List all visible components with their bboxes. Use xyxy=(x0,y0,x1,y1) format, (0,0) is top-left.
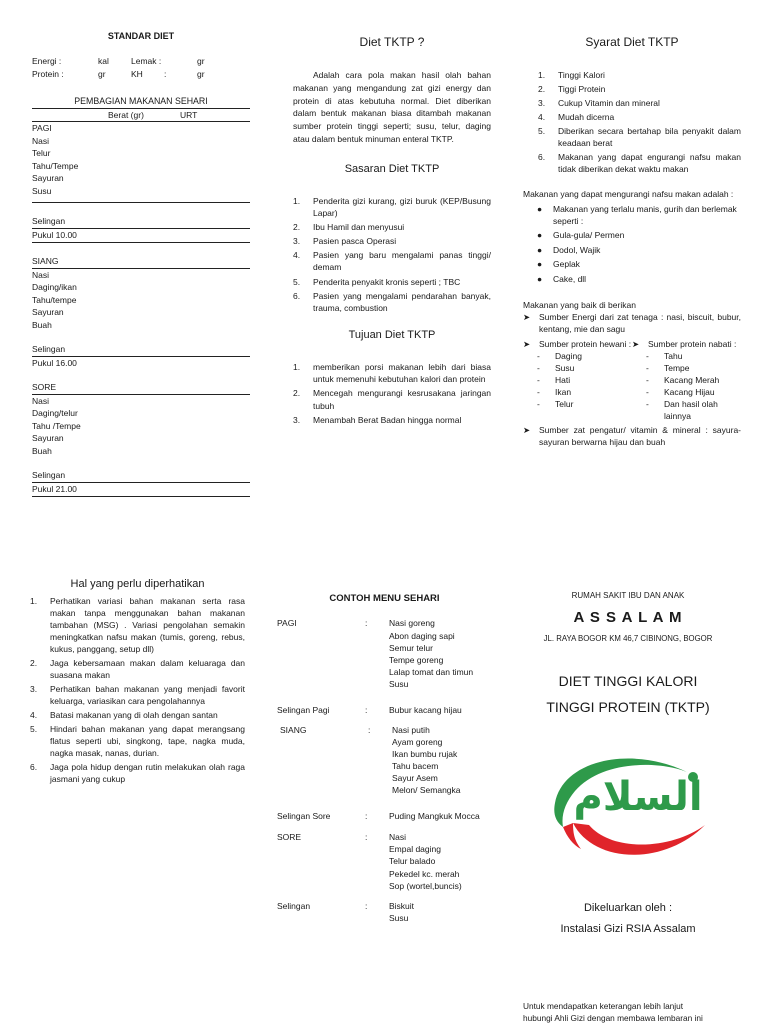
menu-label: Selingan xyxy=(277,900,311,911)
list-item: - Dan hasil olah lainnya xyxy=(646,398,718,421)
list-item: ● Makanan yang terlalu manis, gurih dan berlemak seperti : xyxy=(537,203,737,226)
arrow-icon: ➤ xyxy=(523,338,531,349)
syarat-list xyxy=(523,69,741,176)
nabati-title: Sumber protein nabati : xyxy=(648,338,737,349)
selingan-1-block xyxy=(32,215,250,243)
standar-diet-title: STANDAR DIET xyxy=(107,31,175,41)
list-item: 5. Penderita penyakit kronis seperti ; TBC xyxy=(293,276,461,287)
menu-item: Nasi goreng xyxy=(389,618,435,629)
sasaran-title: Sasaran Diet TKTP xyxy=(344,162,440,175)
list-item: 3. Menambah Berat Badan hingga normal xyxy=(293,414,462,425)
list-item: Daging/telur xyxy=(32,408,78,419)
protein-row xyxy=(32,68,250,81)
divider xyxy=(32,242,250,243)
sore-label: SORE xyxy=(32,382,57,393)
menu-item: Telur balado xyxy=(389,856,436,867)
menu-selingan-sore: Selingan Sore : Puding Mangkuk Mocca xyxy=(277,810,492,822)
hospital-name: A S S A L A M xyxy=(573,609,683,627)
list-item: Nasi xyxy=(32,269,50,280)
protein-unit: gr xyxy=(98,68,106,79)
menu-label: Selingan Pagi xyxy=(277,704,330,715)
menu-item: Biskuit xyxy=(389,900,415,911)
sasaran-list xyxy=(293,195,491,314)
menu-item: Pekedel kc. merah xyxy=(389,868,460,879)
divider xyxy=(32,496,250,497)
diet-tktp-title: Diet TKTP ? xyxy=(359,35,425,49)
selingan-label: Selingan xyxy=(32,216,66,227)
cover-footer xyxy=(523,1000,753,1025)
list-item: 1. Tinggi Kalori xyxy=(538,70,605,81)
baik-intro: Makanan yang baik di berikan xyxy=(523,299,636,310)
hospital-address: JL. RAYA BOGOR KM 46,7 CIBINONG, BOGOR xyxy=(543,633,713,643)
diet-tktp-intro: Adalah cara pola makan hasil olah bahan makanan yang mengandung zat gizi energy dan protein di atas kebutuha normal. Diet diberikan dalam bentuk makanan biasa ditambah makanan sumber protein tinggi seperti; susu, telur, daging atau dalam bentuk minuman enteral TKTP. xyxy=(293,70,491,144)
list-item: 3. Perhatikan bahan makanan yang menjadi favorit keluarga, variasikan cara pengolahannya xyxy=(30,684,245,707)
kh-label: KH xyxy=(131,68,143,79)
energi-unit: kal xyxy=(98,55,109,66)
selingan-time: Pukul 16.00 xyxy=(32,357,77,368)
menu-item: Nasi putih xyxy=(392,724,430,735)
menu-item: Tempe goreng xyxy=(389,654,444,665)
menu-item: Sop (wortel,buncis) xyxy=(389,880,462,891)
menu-item: Nasi xyxy=(389,832,407,843)
menu-pagi: PAGI : Nasi goreng Abon daging sapi Semur telur Tempe goreng Lalap tomat dan timun Susu xyxy=(277,617,492,689)
syarat-title: Syarat Diet TKTP xyxy=(585,35,679,49)
list-item: ● Dodol, Wajik xyxy=(537,244,601,255)
list-item: Daging/ikan xyxy=(32,282,77,293)
logo-arabic-text: السلام xyxy=(573,774,703,821)
energi-row xyxy=(32,55,250,68)
protein-sources xyxy=(523,338,741,422)
footer-line: Untuk mendapatkan keterangan lebih lanjut xyxy=(523,1001,684,1011)
diet-title-1: DIET TINGGI KALORI xyxy=(558,672,698,689)
siang-label: SIANG xyxy=(32,256,59,267)
list-item: Sayuran xyxy=(32,173,64,184)
hewani-title: Sumber protein hewani : xyxy=(539,338,632,349)
lemak-label: Lemak : xyxy=(131,55,162,66)
kurangi-intro: Makanan yang dapat mengurangi nafsu makan adalah : xyxy=(523,188,734,199)
pengatur-source: ➤ Sumber zat pengatur/ vitamin & mineral : sayura-sayuran berwarna hijau dan buah xyxy=(523,424,741,447)
menu-item: Tahu bacem xyxy=(392,761,439,772)
menu-item: Melon/ Semangka xyxy=(392,785,461,796)
list-item: 4. Batasi makanan yang di olah dengan santan xyxy=(30,710,218,721)
panel-cover xyxy=(508,590,748,938)
list-item: - Susu xyxy=(537,362,575,373)
arrow-icon: ➤ xyxy=(523,312,531,323)
pembagian-title: PEMBAGIAN MAKANAN SEHARI xyxy=(74,95,208,106)
energi-label: Energi : xyxy=(32,55,62,66)
list-item: - Ikan xyxy=(537,386,572,397)
list-item: 4. Mudah dicerna xyxy=(538,112,615,123)
list-item: Sayuran xyxy=(32,307,64,318)
menu-item: Ayam goreng xyxy=(392,736,443,747)
list-item: 2. Jaga kebersamaan makan dalam keluaraga dan suasana makan xyxy=(30,657,245,680)
list-item: 5. Diberikan secara bertahap bila penyakit dalam keadaan berat xyxy=(538,126,741,149)
diet-title-2: TINGGI PROTEIN (TKTP) xyxy=(546,698,710,715)
panel-syarat-diet xyxy=(523,34,741,450)
siang-block xyxy=(32,255,250,331)
list-item: 3. Pasien pasca Operasi xyxy=(293,236,397,247)
col-berat: Berat (gr) xyxy=(108,110,144,121)
list-item: 6. Makanan yang dapat engurangi nafsu makan tidak diberikan dekat waktu makan xyxy=(538,152,741,175)
col-urt: URT xyxy=(180,110,198,121)
menu-item: Semur telur xyxy=(389,642,433,653)
pagi-label: PAGI xyxy=(32,123,52,134)
panel-contoh-menu xyxy=(277,592,492,924)
hal-list xyxy=(30,595,245,786)
menu-sore: SORE : Nasi Empal daging Telur balado Pekedel kc. merah Sop (wortel,buncis) xyxy=(277,831,492,891)
menu-item: Sayur Asem xyxy=(392,773,438,784)
menu-item: Susu xyxy=(389,912,409,923)
hospital-type: RUMAH SAKIT IBU DAN ANAK xyxy=(571,591,685,600)
list-item: 1. memberikan porsi makanan lebih dari biasa untuk memenuhi kebutuhan kalori dan protein xyxy=(293,362,491,385)
menu-label: SORE xyxy=(277,832,302,843)
list-item: - Tempe xyxy=(646,362,690,373)
list-item: ● Gula-gula/ Permen xyxy=(537,230,625,241)
kurangi-list xyxy=(523,203,741,285)
menu-item: Bubur kacang hijau xyxy=(389,704,462,715)
list-item: 2. Tiggi Protein xyxy=(538,84,606,95)
sore-block xyxy=(32,381,250,457)
menu-item: Empal daging xyxy=(389,844,441,855)
selingan-2-block xyxy=(32,343,250,369)
divider xyxy=(32,202,250,203)
list-item: 5. Hindari bahan makanan yang dapat merangsang flatus seperti ubi, singkong, tape, nagka muda, nagka masak, nanas, durian. xyxy=(30,724,245,759)
panel-standar-diet xyxy=(32,30,250,497)
list-item: 1. Penderita gizi kurang, gizi buruk (KEP/Busung Lapar) xyxy=(293,196,491,219)
selingan-label: Selingan xyxy=(32,344,66,355)
menu-item: Puding Mangkuk Mocca xyxy=(389,811,480,822)
menu-selingan-pagi: Selingan Pagi : Bubur kacang hijau xyxy=(277,704,492,716)
pagi-block xyxy=(32,122,250,197)
hewani-column xyxy=(523,338,632,422)
kh-unit: gr xyxy=(197,68,205,79)
list-item: Nasi xyxy=(32,395,50,406)
list-item: Susu xyxy=(32,185,52,196)
list-item: 1. Perhatikan variasi bahan makanan serta rasa makan tanpa menggunakan bahan makanan tambahan (MSG) . Variasi pengolahan semakin meningkatkan nafsu makan (tumis, goreng, rebus, kukus, panggang, setup dll) xyxy=(30,595,245,654)
selingan-time: Pukul 21.00 xyxy=(32,483,77,494)
list-item: 6. Jaga pola hidup dengan rutin melakukan olah raga jasmani yang cukup xyxy=(30,762,245,785)
list-item: Nasi xyxy=(32,135,50,146)
energi-source: ➤ Sumber Energi dari zat tenaga : nasi, biscuit, bubur, kentang, mie dan sagu xyxy=(523,312,741,335)
menu-label: Selingan Sore xyxy=(277,811,331,822)
list-item: 2. Mencegah mengurangi kesrusakana jaringan tubuh xyxy=(293,388,491,411)
selingan-time: Pukul 10.00 xyxy=(32,229,77,240)
tujuan-list xyxy=(293,361,491,425)
list-item: Tahu /Tempe xyxy=(32,420,81,431)
menu-item: Abon daging sapi xyxy=(389,630,455,641)
list-item: 2. Ibu Hamil dan menyusui xyxy=(293,222,405,233)
menu-item: Lalap tomat dan timun xyxy=(389,666,474,677)
hal-title: Hal yang perlu diperhatikan xyxy=(70,578,205,590)
list-item: Tahu/tempe xyxy=(32,294,77,305)
table-header xyxy=(32,109,250,121)
list-item: ● Cake, dll xyxy=(537,273,587,284)
kh-colon: : xyxy=(164,68,167,79)
nabati-column xyxy=(632,338,741,422)
menu-item: Susu xyxy=(389,678,409,689)
list-item: Telur xyxy=(32,148,51,159)
arrow-icon: ➤ xyxy=(523,424,531,435)
list-item: - Daging xyxy=(537,350,582,361)
list-item: - Kacang Merah xyxy=(646,374,720,385)
arrow-icon: ➤ xyxy=(632,338,640,349)
menu-label: SIANG xyxy=(280,724,307,735)
list-item: ● Geplak xyxy=(537,259,580,270)
menu-item: Ikan bumbu rujak xyxy=(392,749,458,760)
list-item: - Hati xyxy=(537,374,571,385)
assalam-logo xyxy=(533,741,723,871)
issuer: Instalasi Gizi RSIA Assalam xyxy=(560,923,696,936)
footer-line: hubungi Ahli Gizi dengan membawa lembaran ini xyxy=(523,1013,703,1024)
list-item: - Telur xyxy=(537,398,574,409)
list-item: Buah xyxy=(32,445,52,456)
selingan-label: Selingan xyxy=(32,470,66,481)
menu-selingan: Selingan : Biskuit Susu xyxy=(277,900,492,924)
panel-hal-perhatikan xyxy=(30,577,245,788)
lemak-unit: gr xyxy=(197,55,205,66)
panel-diet-tktp xyxy=(293,34,491,428)
list-item: Buah xyxy=(32,319,52,330)
list-item: 6. Pasien yang mengalami pendarahan banyak, trauma, combustion xyxy=(293,290,491,313)
list-item: 3. Cukup Vitamin dan mineral xyxy=(538,98,660,109)
tujuan-title: Tujuan Diet TKTP xyxy=(348,328,436,341)
selingan-3-block xyxy=(32,469,250,497)
list-item: Tahu/Tempe xyxy=(32,160,79,171)
protein-label: Protein : xyxy=(32,68,64,79)
list-item: 4. Pasien yang baru mengalami panas tinggi/ demam xyxy=(293,250,491,273)
list-item: Sayuran xyxy=(32,433,64,444)
menu-siang: SIANG : Nasi putih Ayam goreng Ikan bumbu rujak Tahu bacem Sayur Asem Melon/ Semangka xyxy=(277,724,492,796)
menu-title: CONTOH MENU SEHARI xyxy=(329,593,440,604)
issued-by: Dikeluarkan oleh : xyxy=(583,902,673,915)
menu-label: PAGI xyxy=(277,618,297,629)
list-item: - Tahu xyxy=(646,350,683,361)
list-item: - Kacang Hijau xyxy=(646,386,715,397)
